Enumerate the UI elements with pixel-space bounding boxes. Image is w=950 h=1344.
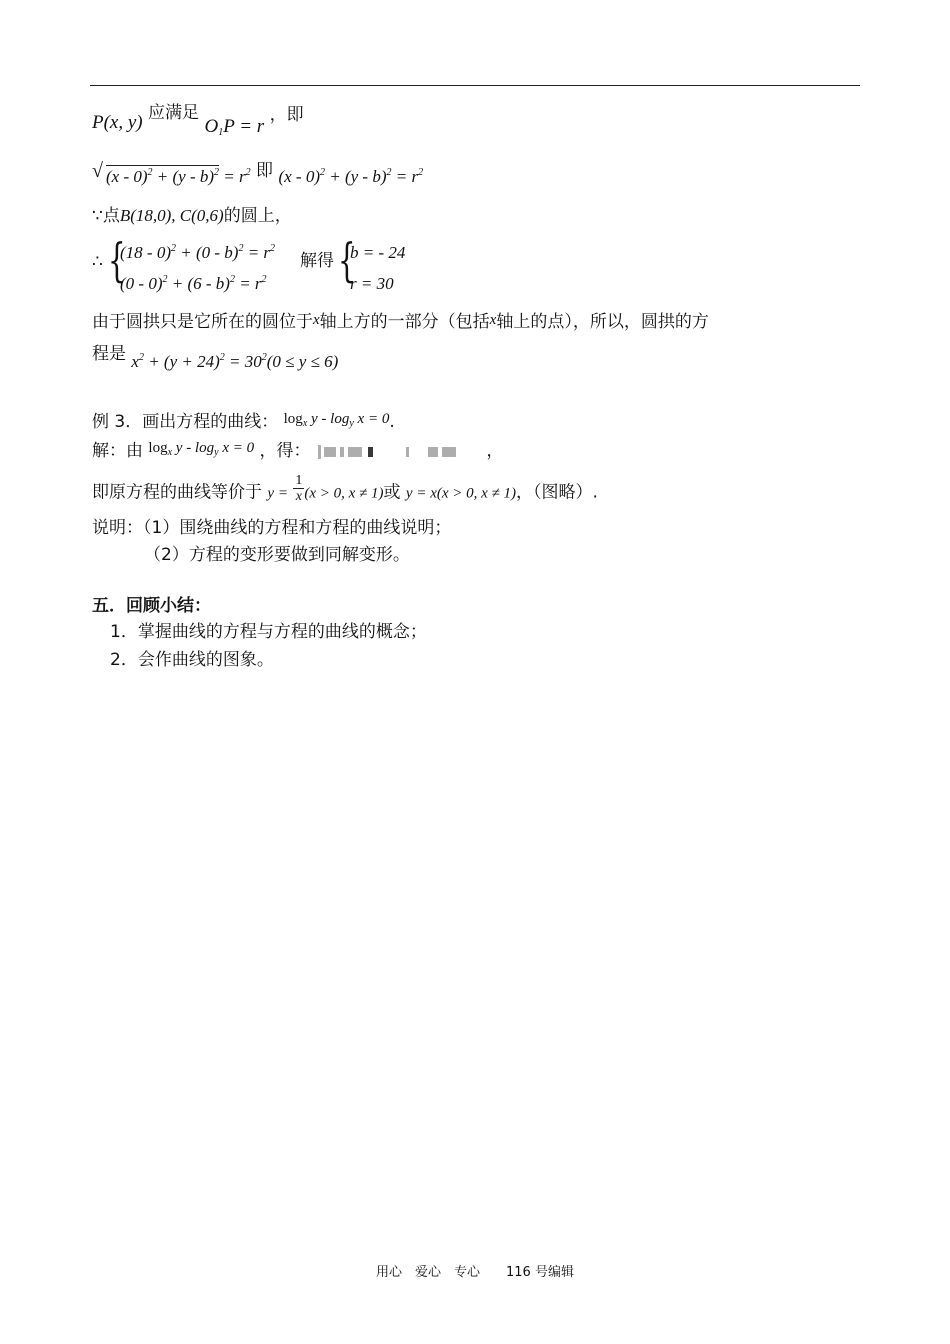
page-footer: 用心 爱心 专心 116 号编辑 xyxy=(376,1265,574,1280)
text-solve: 解得 xyxy=(300,251,334,271)
text-should-satisfy: 应满足 xyxy=(148,103,200,123)
therefore-symbol: ∴ xyxy=(92,252,103,272)
point-p-expr: P(x, y) xyxy=(92,112,143,133)
because-point: ∵点 xyxy=(92,206,120,226)
line-p-condition xyxy=(92,103,304,138)
note-1: 说明：（1）围绕曲线的方程和方程的曲线说明； xyxy=(92,518,452,538)
review-item-1: 1．掌握曲线的方程与方程的曲线的概念； xyxy=(110,622,427,642)
garbled-formula-image xyxy=(316,445,481,459)
log-equation-2: $\log_x y - \log_y x = 0$ xyxy=(148,440,255,458)
expr-y-equals-x: y = x(x > 0, x ≠ 1) xyxy=(405,485,517,502)
solution-b: b = - 24 xyxy=(350,243,406,262)
line-arch-explanation: 由于圆拱只是它所在的圆位于x轴上方的一部分（包括x轴上的点），所以，圆拱的方 xyxy=(92,312,709,332)
left-brace: { xyxy=(108,233,126,287)
line-distance-equation: √ $(x - 0)^2 + (y - b)^2 = r^2$ 即 $(x - 0)^2 + (y - b)^2 = r^2$ xyxy=(92,160,424,186)
section-review-heading: 五．回顾小结： xyxy=(92,596,211,616)
fraction-one-over-x: $\frac{1}{x}$ xyxy=(295,473,303,505)
sqrt-expr: √ (x - 0)$^2$ + (y - b)$^2$ xyxy=(92,160,220,186)
system-row-2: $(0 - 0)^2 + (6 - b)^2 = r^2$ xyxy=(120,274,267,293)
line-points-on-circle: ∵点B(18,0), C(0,6)的圆上， xyxy=(92,206,292,226)
left-brace-2: { xyxy=(338,233,356,287)
points-bc: B(18,0), C(0,6) xyxy=(119,206,224,225)
line-solution: 解：由 $\log_x y - \log_y x = 0$ ，得： ， xyxy=(92,440,504,461)
line-example-3: 例 3．画出方程的曲线： $\log_x y - \log_y x = 0$. xyxy=(92,411,395,432)
circle-equation: $(x - 0)^2 + (y - b)^2 = r^2$ xyxy=(278,167,424,186)
arch-equation: $x^2 + (y + 24)^2 = 30^2(0 \le y \le 6)$ xyxy=(131,352,339,371)
text-that-is: ，即 xyxy=(269,105,304,125)
o1p-expr: $O_1P = r$ xyxy=(204,116,265,138)
review-item-2: 2．会作曲线的图象。 xyxy=(110,650,274,670)
line-arch-equation: 程是 $x^2 + (y + 24)^2 = 30^2(0 \le y \le 6)$ xyxy=(92,344,339,371)
solution-r: r = 30 xyxy=(350,274,394,293)
header-rule xyxy=(90,85,860,86)
text-that-is-2: 即 xyxy=(256,161,274,181)
note-2: （2）方程的变形要做到同解变形。 xyxy=(144,545,410,565)
example-3-heading: 例 3．画出方程的曲线： xyxy=(92,412,279,432)
line-equivalent-curve: 即原方程的曲线等价于 y = $\frac{1}{x}$ (x > 0, x ≠ 1)或 y = x(x > 0, x ≠ 1)，（图略）. xyxy=(92,473,598,505)
log-equation: $\log_x y - \log_y x = 0$ xyxy=(283,411,390,429)
system-row-1: $(18 - 0)^2 + (0 - b)^2 = r^2$ xyxy=(120,243,276,262)
